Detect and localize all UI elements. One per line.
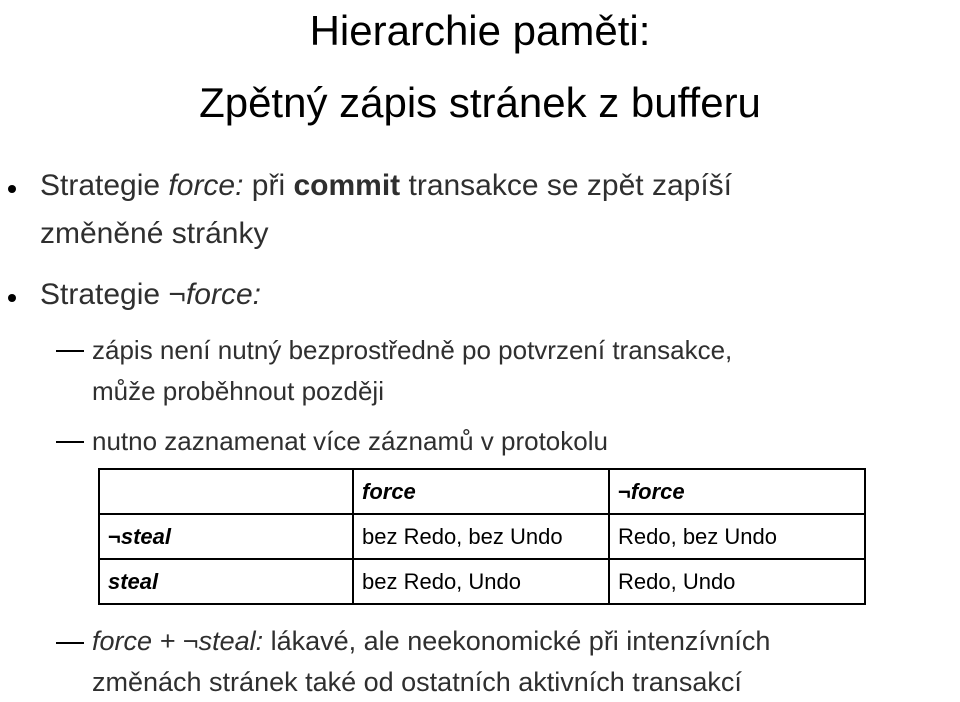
table-row-header: steal — [99, 559, 353, 604]
bullet-1-prefix: Strategie — [40, 169, 169, 202]
bullet-dot — [8, 185, 16, 193]
sub-3-rest: lákavé, ale neekonomické při intenzívních — [263, 626, 771, 656]
sub-3-line-2: změnách stránek také od ostatních aktivních transakcí — [92, 667, 742, 697]
title-line-1: Hierarchie paměti: — [309, 7, 651, 54]
table-cell: bez Redo, Undo — [353, 559, 609, 604]
bullet-2-notforce: ¬force: — [168, 278, 261, 311]
table-header-cell — [99, 469, 353, 514]
bullet-1-mid: při — [243, 169, 294, 202]
title-line-2: Zpětný zápis stránek z bufferu — [199, 79, 761, 126]
sub-2-line: nutno zaznamenat více záznamů v protokolu — [92, 426, 608, 456]
bullet-1-line-2: změněné stránky — [40, 217, 269, 250]
sub-3-line-1 — [92, 621, 770, 661]
table-cell: Redo, Undo — [609, 559, 865, 604]
table-cell: bez Redo, bez Undo — [353, 514, 609, 559]
bullet-1-force: force: — [168, 169, 244, 202]
bullet-1-suffix: transakce se zpět zapíší — [400, 169, 732, 202]
sub-1-line-2: může proběhnout později — [92, 376, 384, 406]
bullet-2-prefix: Strategie — [40, 278, 169, 311]
sub-1-line-1: zápis není nutný bezprostředně po potvrzení transakce, — [92, 335, 733, 365]
bullet-1-commit: commit — [293, 169, 401, 202]
strategy-table — [98, 468, 866, 605]
table-header-cell: ¬force — [609, 469, 865, 514]
table-row — [99, 514, 865, 559]
table-header-cell: force — [353, 469, 609, 514]
sub-dash — [56, 441, 84, 443]
bullet-2-line — [40, 275, 261, 315]
sub-3-italic: force + ¬steal: — [92, 626, 264, 656]
table-cell: Redo, bez Undo — [609, 514, 865, 559]
bullet-1-line-1 — [40, 166, 732, 206]
table-header-row — [99, 469, 865, 514]
sub-dash — [56, 350, 84, 352]
bullet-dot — [8, 294, 16, 302]
table-row-header: ¬steal — [99, 514, 353, 559]
sub-dash — [56, 642, 84, 644]
table-row — [99, 559, 865, 604]
